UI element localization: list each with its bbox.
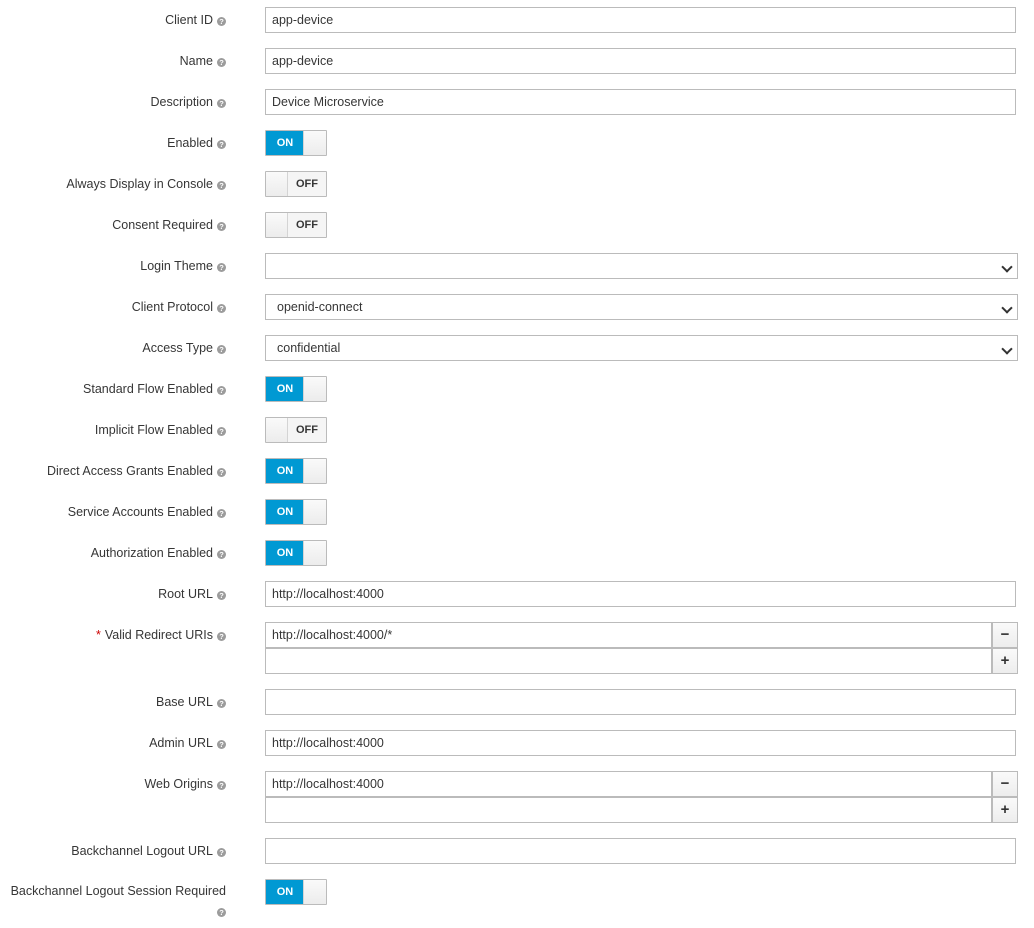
valid-redirect-input[interactable]: http://localhost:4000/* [265, 622, 992, 648]
chevron-down-icon [1001, 302, 1012, 313]
base-url-input[interactable] [265, 689, 1016, 715]
consent-required-label: Consent Required ? [112, 212, 226, 238]
web-origins-label: Web Origins ? [144, 771, 226, 797]
enabled-toggle[interactable] [265, 130, 327, 156]
help-icon[interactable]: ? [217, 304, 226, 313]
authorization-label: Authorization Enabled ? [91, 540, 226, 566]
help-icon[interactable]: ? [217, 181, 226, 190]
help-icon[interactable]: ? [217, 263, 226, 272]
help-icon[interactable]: ? [217, 848, 226, 857]
client-id-input[interactable]: app-device [265, 7, 1016, 33]
toggle-state: OFF [287, 213, 326, 237]
root-url-input[interactable]: http://localhost:4000 [265, 581, 1016, 607]
direct-access-toggle[interactable] [265, 458, 327, 484]
toggle-state: ON [266, 459, 304, 483]
client-protocol-select[interactable]: openid-connect [265, 294, 1018, 320]
help-icon[interactable]: ? [217, 140, 226, 149]
remove-button[interactable]: − [992, 771, 1018, 797]
always-display-toggle[interactable] [265, 171, 327, 197]
remove-button[interactable]: − [992, 622, 1018, 648]
root-url-label: Root URL ? [158, 581, 226, 607]
help-icon[interactable]: ? [217, 468, 226, 477]
client-protocol-label: Client Protocol ? [132, 294, 226, 320]
implicit-flow-label: Implicit Flow Enabled ? [95, 417, 226, 443]
help-icon[interactable]: ? [217, 386, 226, 395]
toggle-state: ON [266, 377, 304, 401]
help-icon[interactable]: ? [217, 99, 226, 108]
access-type-select[interactable]: confidential [265, 335, 1018, 361]
help-icon[interactable]: ? [217, 908, 226, 917]
valid-redirect-new-input[interactable] [265, 648, 992, 674]
backchannel-session-label: Backchannel Logout Session Required ? [10, 884, 226, 917]
implicit-flow-toggle[interactable] [265, 417, 327, 443]
toggle-state: OFF [287, 418, 326, 442]
backchannel-session-toggle[interactable] [265, 879, 327, 905]
web-origins-input[interactable]: http://localhost:4000 [265, 771, 992, 797]
help-icon[interactable]: ? [217, 427, 226, 436]
authorization-toggle[interactable] [265, 540, 327, 566]
enabled-label: Enabled ? [167, 130, 226, 156]
help-icon[interactable]: ? [217, 345, 226, 354]
description-input[interactable]: Device Microservice [265, 89, 1016, 115]
login-theme-select[interactable] [265, 253, 1018, 279]
required-mark: * [95, 628, 101, 642]
help-icon[interactable]: ? [217, 17, 226, 26]
login-theme-label: Login Theme ? [140, 253, 226, 279]
toggle-state: ON [266, 880, 304, 904]
help-icon[interactable]: ? [217, 550, 226, 559]
valid-redirect-label: * Valid Redirect URIs ? [96, 622, 226, 648]
direct-access-label: Direct Access Grants Enabled ? [47, 458, 226, 484]
service-accounts-label: Service Accounts Enabled ? [68, 499, 226, 525]
always-display-label: Always Display in Console ? [66, 171, 226, 197]
help-icon[interactable]: ? [217, 740, 226, 749]
toggle-state: ON [266, 131, 304, 155]
help-icon[interactable]: ? [217, 699, 226, 708]
access-type-label: Access Type ? [142, 335, 226, 361]
toggle-state: OFF [287, 172, 326, 196]
chevron-down-icon [1001, 261, 1012, 272]
add-button[interactable]: + [992, 648, 1018, 674]
toggle-state: ON [266, 541, 304, 565]
client-id-label: Client ID ? [165, 7, 226, 33]
backchannel-url-input[interactable] [265, 838, 1016, 864]
help-icon[interactable]: ? [217, 58, 226, 67]
name-label: Name ? [180, 48, 226, 74]
help-icon[interactable]: ? [217, 591, 226, 600]
base-url-label: Base URL ? [156, 689, 226, 715]
backchannel-url-label: Backchannel Logout URL ? [71, 838, 226, 864]
standard-flow-toggle[interactable] [265, 376, 327, 402]
description-label: Description ? [150, 89, 226, 115]
consent-required-toggle[interactable] [265, 212, 327, 238]
admin-url-label: Admin URL ? [149, 730, 226, 756]
toggle-state: ON [266, 500, 304, 524]
help-icon[interactable]: ? [217, 632, 226, 641]
web-origins-new-input[interactable] [265, 797, 992, 823]
add-button[interactable]: + [992, 797, 1018, 823]
name-input[interactable]: app-device [265, 48, 1016, 74]
standard-flow-label: Standard Flow Enabled ? [83, 376, 226, 402]
help-icon[interactable]: ? [217, 222, 226, 231]
admin-url-input[interactable]: http://localhost:4000 [265, 730, 1016, 756]
help-icon[interactable]: ? [217, 781, 226, 790]
chevron-down-icon [1001, 343, 1012, 354]
help-icon[interactable]: ? [217, 509, 226, 518]
service-accounts-toggle[interactable] [265, 499, 327, 525]
